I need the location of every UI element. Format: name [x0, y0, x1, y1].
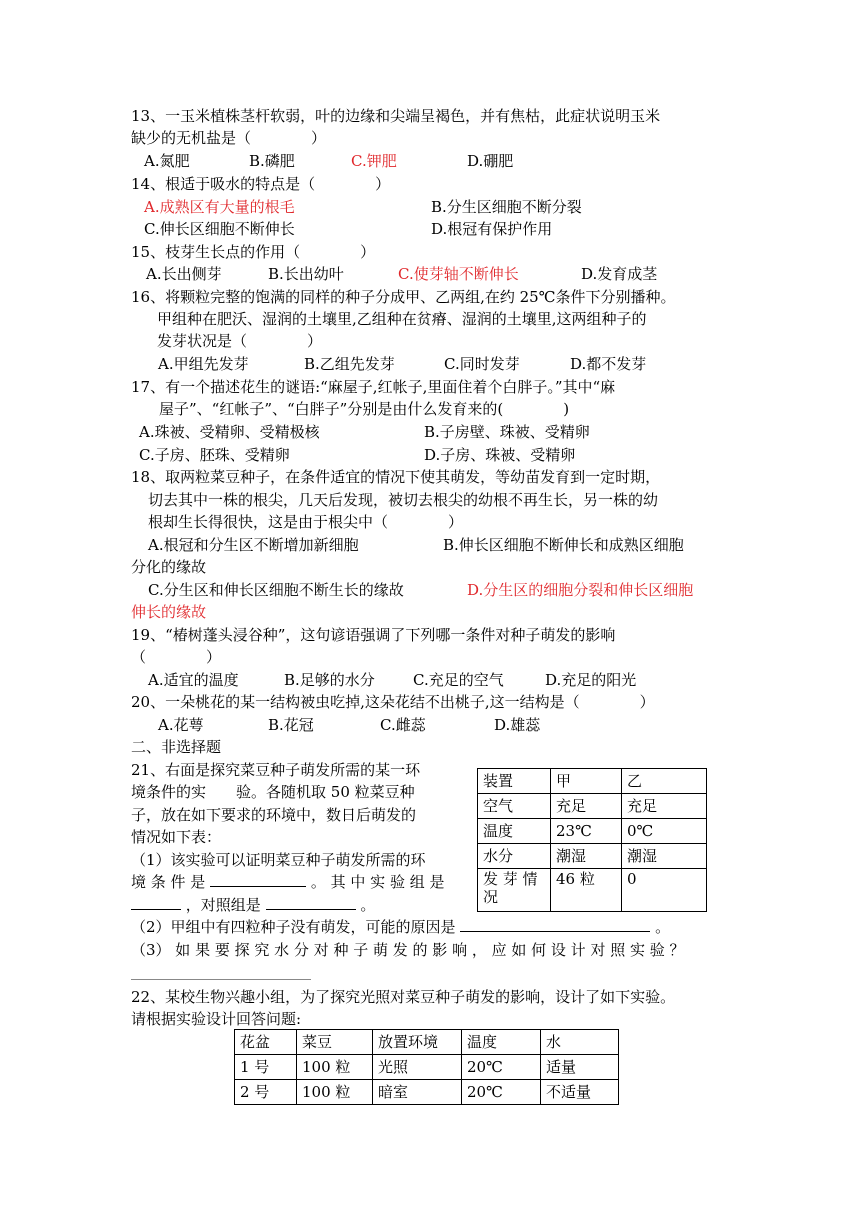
table-cell: 0 [622, 869, 707, 912]
q19-stem-line2: （ ） [131, 648, 222, 666]
q16-option-c: C.同时发芽 [444, 355, 520, 373]
table-cell: 46 粒 [551, 869, 622, 912]
table-cell: 0℃ [622, 819, 707, 844]
table-cell: 充足 [622, 794, 707, 819]
q13-option-d: D.硼肥 [467, 152, 514, 170]
q21-stem-line2: 境条件的实 验。各随机取 50 粒菜豆种 [131, 783, 415, 801]
q18-stem-line3: 根却生长得很快，这是由于根尖中（ ） [148, 513, 464, 531]
q21-sub1-line2 [131, 872, 444, 892]
table-cell: 乙 [622, 769, 707, 794]
q20-option-d: D.雄蕊 [494, 716, 541, 734]
table-header-cell: 放置环境 [373, 1030, 462, 1055]
table-cell: 潮湿 [622, 844, 707, 869]
q21-sub1-prefix: 境 条 件 是 [131, 873, 206, 891]
q21-control-label: ，对照组是 [185, 896, 261, 914]
q15-option-d: D.发育成茎 [581, 265, 658, 283]
q15-option-a: A.长出侧芽 [146, 265, 222, 283]
q21-answer-condition-blank[interactable] [210, 886, 306, 887]
q18-option-a: A.根冠和分生区不断增加新细胞 [148, 536, 359, 554]
q14-option-a-answer: A.成熟区有大量的根毛 [144, 198, 295, 216]
table-cell: 23℃ [551, 819, 622, 844]
table-row [478, 819, 707, 844]
q13-option-c-answer: C.钾肥 [351, 152, 397, 170]
q14-stem: 14、根适于吸水的特点是（ ） [131, 175, 391, 193]
q16-option-b: B.乙组先发芽 [304, 355, 395, 373]
table-cell: 温度 [478, 819, 551, 844]
table-row [478, 769, 707, 794]
q18-option-d-answer-cont: 伸长的缘故 [131, 603, 207, 621]
table-cell: 100 粒 [297, 1055, 373, 1080]
q21-sub1-line3 [131, 895, 375, 915]
q21-stem-line1: 21、右面是探究菜豆种子萌发所需的某一环 [131, 761, 421, 779]
table-cell: 2 号 [235, 1080, 297, 1105]
q17-option-a: A.珠被、受精卵、受精极核 [139, 423, 320, 441]
q21-sub1-line1: （1）该实验可以证明菜豆种子萌发所需的环 [131, 851, 426, 869]
q15-option-c-answer: C.使芽轴不断伸长 [398, 265, 519, 283]
q21-stem-line4: 情况如下表： [131, 828, 222, 846]
q21-control-group-blank[interactable] [266, 909, 356, 910]
table-row [235, 1030, 619, 1055]
q21-reason-blank[interactable] [460, 931, 650, 932]
table-cell: 1 号 [235, 1055, 297, 1080]
q17-option-d: D.子房、珠被、受精卵 [424, 446, 576, 464]
q17-option-c: C.子房、胚珠、受精卵 [139, 446, 290, 464]
q22-stem-line1: 22、某校生物兴趣小组，为了探究光照对菜豆种子萌发的影响，设计了如下实验。 [131, 988, 676, 1006]
q21-stem-line3: 子，放在如下要求的环境中，数日后萌发的 [131, 806, 417, 824]
q17-stem-line1: 17、有一个描述花生的谜语:“麻屋子,红帐子,里面住着个白胖子。”其中“麻 [131, 378, 616, 396]
q21-sub2-end: 。 [655, 918, 671, 936]
table-row [478, 869, 707, 912]
q18-stem-line2: 切去其中一株的根尖，几天后发现，被切去根尖的幼根不再生长，另一株的幼 [148, 491, 659, 509]
q18-stem-line1: 18、取两粒菜豆种子，在条件适宜的情况下使其萌发，等幼苗发育到一定时期， [131, 468, 661, 486]
q18-option-b-cont: 分化的缘故 [131, 558, 207, 576]
q20-option-b: B.花冠 [268, 716, 314, 734]
q13-option-a: A.氮肥 [144, 152, 190, 170]
table-cell: 暗室 [373, 1080, 462, 1105]
table-cell-line: 发 芽 情 [483, 870, 538, 888]
q19-option-c: C.充足的空气 [413, 671, 504, 689]
q14-option-d: D.根冠有保护作用 [431, 220, 553, 238]
q18-option-b: B.伸长区细胞不断伸长和成熟区细胞 [443, 536, 684, 554]
table-row [478, 844, 707, 869]
q22-table [234, 1029, 619, 1105]
q20-option-a: A.花萼 [158, 716, 204, 734]
q15-option-b: B.长出幼叶 [268, 265, 344, 283]
q13-option-b: B.磷肥 [249, 152, 295, 170]
q14-option-c: C.伸长区细胞不断伸长 [144, 220, 295, 238]
table-cell-line: 况 [483, 888, 499, 906]
section-heading: 二、非选择题 [131, 738, 222, 756]
table-cell: 空气 [478, 794, 551, 819]
table-row [478, 794, 707, 819]
q13-stem-line2: 缺少的无机盐是（ ） [131, 129, 327, 147]
q19-option-d: D.充足的阳光 [545, 671, 637, 689]
q21-table [477, 768, 707, 912]
table-cell: 100 粒 [297, 1080, 373, 1105]
q20-option-c: C.雌蕊 [380, 716, 426, 734]
q16-option-a: A.甲组先发芽 [158, 355, 249, 373]
table-header-cell: 温度 [462, 1030, 541, 1055]
table-row [235, 1055, 619, 1080]
q19-stem-line1: 19、“椿树蓬头浸谷种”，这句谚语强调了下列哪一条件对种子萌发的影响 [131, 626, 616, 644]
q19-option-a: A.适宜的温度 [148, 671, 239, 689]
table-cell: 水分 [478, 844, 551, 869]
table-header-cell: 水 [541, 1030, 619, 1055]
q21-sub2-text: （2）甲组中有四粒种子没有萌发，可能的原因是 [131, 918, 456, 936]
q21-sub2 [131, 917, 670, 937]
q18-option-c: C.分生区和伸长区细胞不断生长的缘故 [148, 581, 404, 599]
q22-stem-line2: 请根据实验设计回答问题: [131, 1010, 302, 1028]
q21-experimental-group-blank[interactable] [131, 909, 181, 910]
q18-option-d-answer: D.分生区的细胞分裂和伸长区细胞 [467, 581, 694, 599]
table-cell: 充足 [551, 794, 622, 819]
table-cell [478, 869, 551, 912]
table-row [235, 1080, 619, 1105]
q16-stem-line1: 16、将颗粒完整的饱满的同样的种子分成甲、乙两组,在约 25℃条件下分别播种。 [131, 288, 676, 306]
q21-sub1-mid: 。 其 中 实 验 组 是 [310, 873, 445, 891]
table-cell: 光照 [373, 1055, 462, 1080]
q14-option-b: B.分生区细胞不断分裂 [431, 198, 582, 216]
q21-sub1-end: 。 [360, 896, 376, 914]
q13-stem-line1: 13、一玉米植株茎杆软弱，叶的边缘和尖端呈褐色，并有焦枯，此症状说明玉米 [131, 107, 661, 125]
q16-stem-line3: 发芽状况是（ ） [157, 332, 323, 350]
table-cell: 适量 [541, 1055, 619, 1080]
q19-option-b: B.足够的水分 [284, 671, 375, 689]
table-cell: 不适量 [541, 1080, 619, 1105]
q16-stem-line2: 甲组种在肥沃、湿润的土壤里,乙组种在贫瘠、湿润的土壤里,这两组种子的 [157, 310, 647, 328]
table-cell: 甲 [551, 769, 622, 794]
q20-stem: 20、一朵桃花的某一结构被虫吃掉,这朵花结不出桃子,这一结构是（ ） [131, 693, 655, 711]
q16-option-d: D.都不发芽 [570, 355, 647, 373]
q21-answer-line[interactable] [131, 979, 311, 980]
table-header-cell: 花盆 [235, 1030, 297, 1055]
table-cell: 装置 [478, 769, 551, 794]
table-header-cell: 菜豆 [297, 1030, 373, 1055]
table-cell: 20℃ [462, 1055, 541, 1080]
q17-stem-line2: 屋子”、“红帐子”、“白胖子”分别是由什么发育来的( ) [159, 400, 570, 418]
q21-sub3: （3） 如 果 要 探 究 水 分 对 种 子 萌 发 的 影 响 ， 应 如 何 设 计 对 照 实 验 ？ [131, 941, 685, 959]
q15-stem: 15、枝芽生长点的作用（ ） [131, 243, 376, 261]
table-cell: 20℃ [462, 1080, 541, 1105]
table-cell: 潮湿 [551, 844, 622, 869]
q17-option-b: B.子房壁、珠被、受精卵 [424, 423, 590, 441]
